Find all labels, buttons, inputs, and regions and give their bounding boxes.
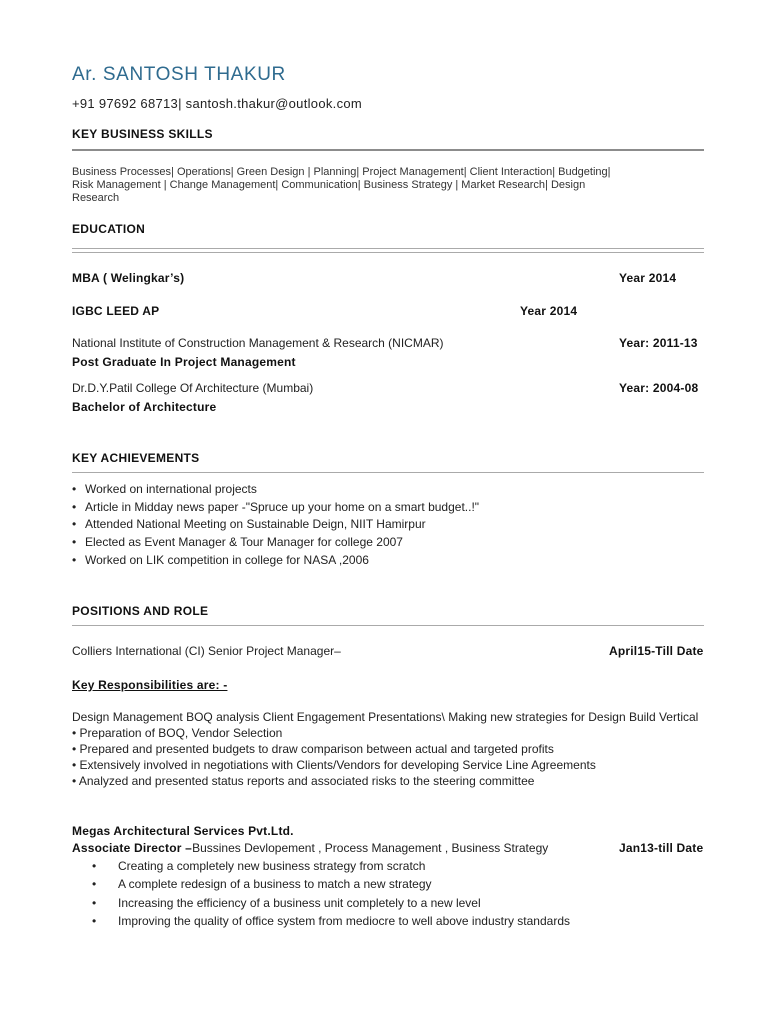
responsibility-line: • Analyzed and presented status reports and associated risks to the steering committee — [72, 774, 535, 788]
megas-date: Jan13-till Date — [619, 841, 704, 855]
list-item: • Increasing the efficiency of a business unit completely to a new level — [92, 894, 570, 912]
section-divider — [72, 625, 704, 626]
list-item: • Worked on international projects — [72, 481, 479, 499]
list-item: • Elected as Event Manager & Tour Manager for college 2007 — [72, 534, 479, 552]
education-nicmar-title: National Institute of Construction Management & Research (NICMAR) — [72, 336, 444, 350]
education-leed-title: IGBC LEED AP — [72, 304, 160, 318]
education-nicmar-year: Year: 2011-13 — [619, 336, 698, 350]
achievements-heading: KEY ACHIEVEMENTS — [72, 451, 200, 465]
section-divider — [72, 472, 704, 473]
education-mba-year: Year 2014 — [619, 271, 677, 285]
list-item: • Creating a completely new business strategy from scratch — [92, 857, 570, 875]
candidate-name: Ar. SANTOSH THAKUR — [72, 64, 286, 85]
responsibilities-heading: Key Responsibilities are: - — [72, 678, 228, 692]
positions-heading: POSITIONS AND ROLE — [72, 604, 209, 618]
education-leed-year: Year 2014 — [520, 304, 578, 318]
contact-line: +91 97692 68713| santosh.thakur@outlook.com — [72, 96, 363, 111]
skills-text: Business Processes| Operations| Green Design | Planning| Project Management| Client Interaction| Budgeting| Risk Management | Change Management| Communication| Business Strategy | Market Research| Design Research — [72, 166, 611, 204]
achievements-list — [72, 481, 479, 570]
list-item: • Attended National Meeting on Sustainable Deign, NIIT Hamirpur — [72, 516, 479, 534]
responsibility-line: Design Management BOQ analysis Client Engagement Presentations\ Making new strategies for Design Build Vertical — [72, 710, 699, 724]
colliers-date: April15-Till Date — [609, 644, 704, 658]
megas-role-areas: Bussines Devlopement , Process Management , Business Strategy — [192, 841, 549, 855]
education-heading: EDUCATION — [72, 222, 146, 236]
skills-heading: KEY BUSINESS SKILLS — [72, 127, 213, 141]
section-divider — [72, 248, 704, 253]
responsibility-line: • Preparation of BOQ, Vendor Selection — [72, 726, 283, 740]
megas-company: Megas Architectural Services Pvt.Ltd. — [72, 824, 294, 838]
megas-responsibilities-list — [92, 857, 570, 931]
education-dyp-year: Year: 2004-08 — [619, 381, 699, 395]
section-divider — [72, 149, 704, 151]
list-item: • Worked on LIK competition in college for NASA ,2006 — [72, 552, 479, 570]
responsibility-line: • Extensively involved in negotiations with Clients/Vendors for developing Service Line Agreements — [72, 758, 596, 772]
list-item: • Article in Midday news paper -"Spruce up your home on a smart budget..!" — [72, 499, 479, 517]
education-nicmar-degree: Post Graduate In Project Management — [72, 355, 296, 369]
list-item: • Improving the quality of office system from mediocre to well above industry standards — [92, 912, 570, 930]
education-mba-title: MBA ( Welingkar’s) — [72, 271, 185, 285]
list-item: • A complete redesign of a business to match a new strategy — [92, 875, 570, 893]
education-dyp-degree: Bachelor of Architecture — [72, 400, 217, 414]
megas-role-line — [72, 841, 548, 855]
megas-role-title: Associate Director – — [72, 841, 193, 855]
responsibilities-text — [72, 709, 712, 789]
colliers-title: Colliers International (CI) Senior Project Manager– — [72, 644, 341, 658]
responsibility-line: • Prepared and presented budgets to draw comparison between actual and targeted profits — [72, 742, 554, 756]
education-dyp-title: Dr.D.Y.Patil College Of Architecture (Mumbai) — [72, 381, 314, 395]
